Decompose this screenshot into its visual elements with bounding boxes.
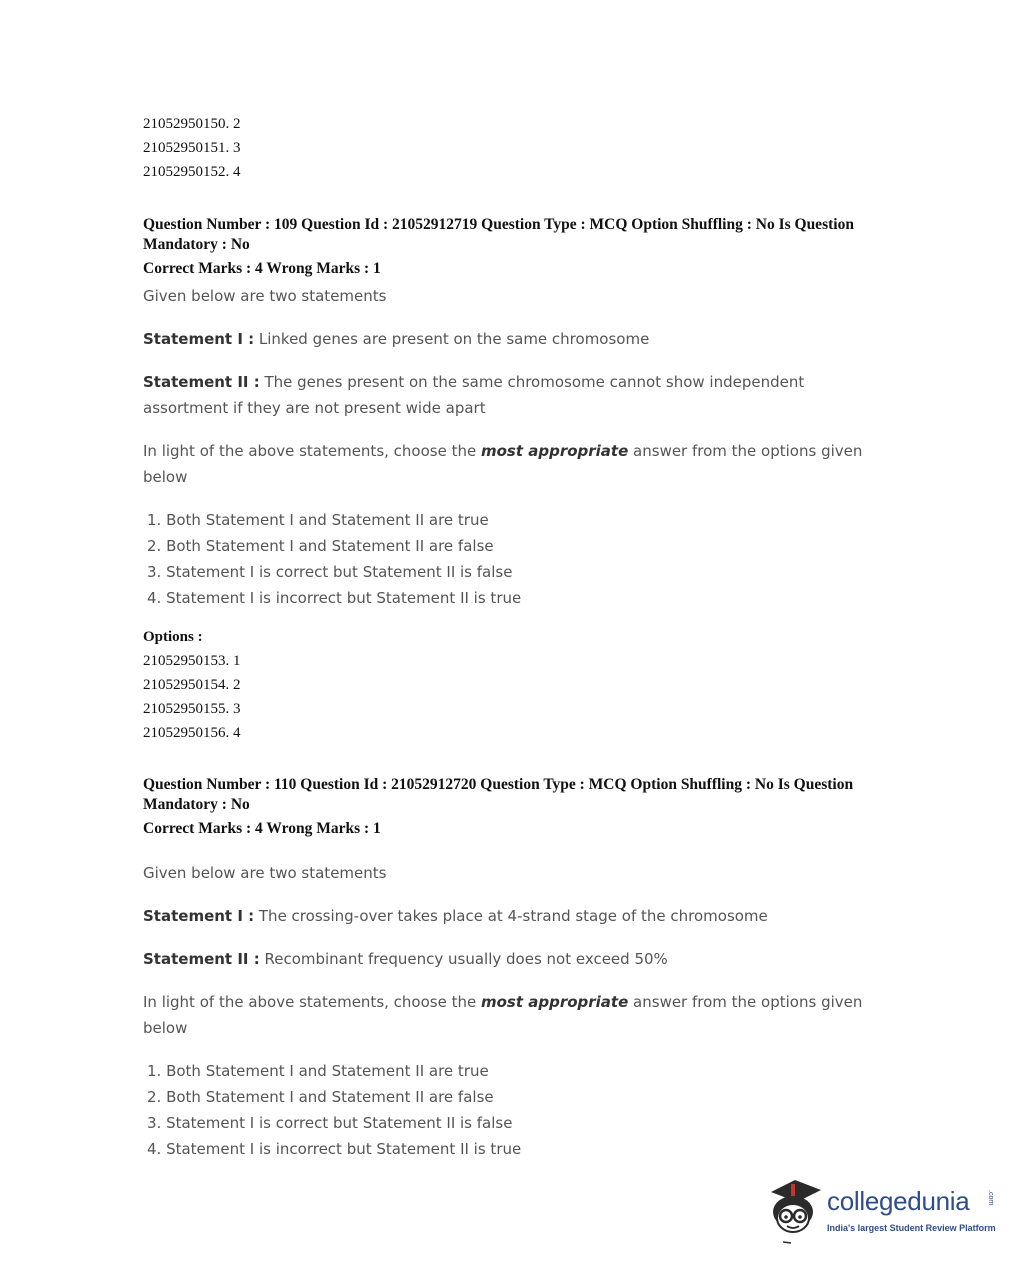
choice-item: 2. Both Statement I and Statement II are false bbox=[147, 1088, 494, 1106]
prompt-text-a: In light of the above statements, choose the bbox=[143, 442, 481, 460]
choice-item: 2. Both Statement I and Statement II are false bbox=[147, 537, 494, 555]
prompt-emphasis: most appropriate bbox=[480, 442, 629, 460]
choice-list bbox=[143, 507, 883, 611]
statement-2 bbox=[143, 946, 883, 972]
statement-2-label: Statement II : bbox=[143, 373, 260, 391]
statement-2-label: Statement II : bbox=[143, 950, 260, 968]
question-prompt bbox=[143, 438, 873, 490]
choice-item: 3. Statement I is correct but Statement II is false bbox=[147, 563, 513, 581]
top-options-list bbox=[143, 112, 241, 184]
option-line: 21052950155. 3 bbox=[143, 701, 241, 717]
question-intro: Given below are two statements bbox=[143, 287, 387, 305]
logo-domain-suffix: .com bbox=[987, 1190, 994, 1206]
prompt-text-b: answer from the options given below bbox=[143, 993, 863, 1037]
mascot-graduate-icon bbox=[765, 1176, 825, 1246]
question-intro: Given below are two statements bbox=[143, 864, 387, 882]
question-109-body bbox=[143, 283, 883, 611]
prompt-text-a: In light of the above statements, choose the bbox=[143, 993, 481, 1011]
question-header: Question Number : 110 Question Id : 21052912720 Question Type : MCQ Option Shuffling : No Is Question Mandatory : No bbox=[143, 776, 854, 813]
statement-1 bbox=[143, 903, 883, 929]
question-110-header-block bbox=[143, 775, 883, 839]
logo-wordmark: collegedunia bbox=[827, 1186, 970, 1216]
option-line: 21052950156. 4 bbox=[143, 725, 241, 741]
logo-tagline: India's largest Student Review Platform bbox=[827, 1223, 996, 1233]
collegedunia-logo[interactable] bbox=[765, 1176, 1000, 1246]
option-line: 21052950150. 2 bbox=[143, 116, 241, 132]
question-110-body bbox=[143, 860, 883, 1162]
choice-item: 1. Both Statement I and Statement II are true bbox=[147, 1062, 489, 1080]
question-109-header-block bbox=[143, 215, 883, 279]
statement-1-label: Statement I : bbox=[143, 330, 255, 348]
options-label: Options : bbox=[143, 629, 203, 645]
choice-item: 3. Statement I is correct but Statement II is false bbox=[147, 1114, 513, 1132]
option-line: 21052950153. 1 bbox=[143, 653, 241, 669]
choice-list bbox=[143, 1058, 883, 1162]
choice-item: 4. Statement I is incorrect but Statement II is true bbox=[147, 1140, 522, 1158]
choice-item: 4. Statement I is incorrect but Statement II is true bbox=[147, 589, 522, 607]
prompt-text-b: answer from the options given below bbox=[143, 442, 863, 486]
statement-2 bbox=[143, 369, 823, 421]
statement-1 bbox=[143, 326, 883, 352]
option-line: 21052950151. 3 bbox=[143, 140, 241, 156]
option-line: 21052950154. 2 bbox=[143, 677, 241, 693]
question-marks: Correct Marks : 4 Wrong Marks : 1 bbox=[143, 260, 381, 277]
choice-item: 1. Both Statement I and Statement II are true bbox=[147, 511, 489, 529]
prompt-emphasis: most appropriate bbox=[480, 993, 629, 1011]
statement-2-text: The genes present on the same chromosome cannot show independent assortment if they are not present wide apart bbox=[143, 373, 805, 417]
question-prompt bbox=[143, 989, 873, 1041]
question-109-options bbox=[143, 625, 241, 745]
statement-1-text: Linked genes are present on the same chromosome bbox=[254, 330, 650, 348]
statement-1-label: Statement I : bbox=[143, 907, 255, 925]
option-line: 21052950152. 4 bbox=[143, 164, 241, 180]
statement-1-text: The crossing-over takes place at 4-strand stage of the chromosome bbox=[254, 907, 768, 925]
statement-2-text: Recombinant frequency usually does not exceed 50% bbox=[259, 950, 668, 968]
question-marks: Correct Marks : 4 Wrong Marks : 1 bbox=[143, 820, 381, 837]
question-header: Question Number : 109 Question Id : 21052912719 Question Type : MCQ Option Shuffling : No Is Question Mandatory : No bbox=[143, 216, 854, 253]
